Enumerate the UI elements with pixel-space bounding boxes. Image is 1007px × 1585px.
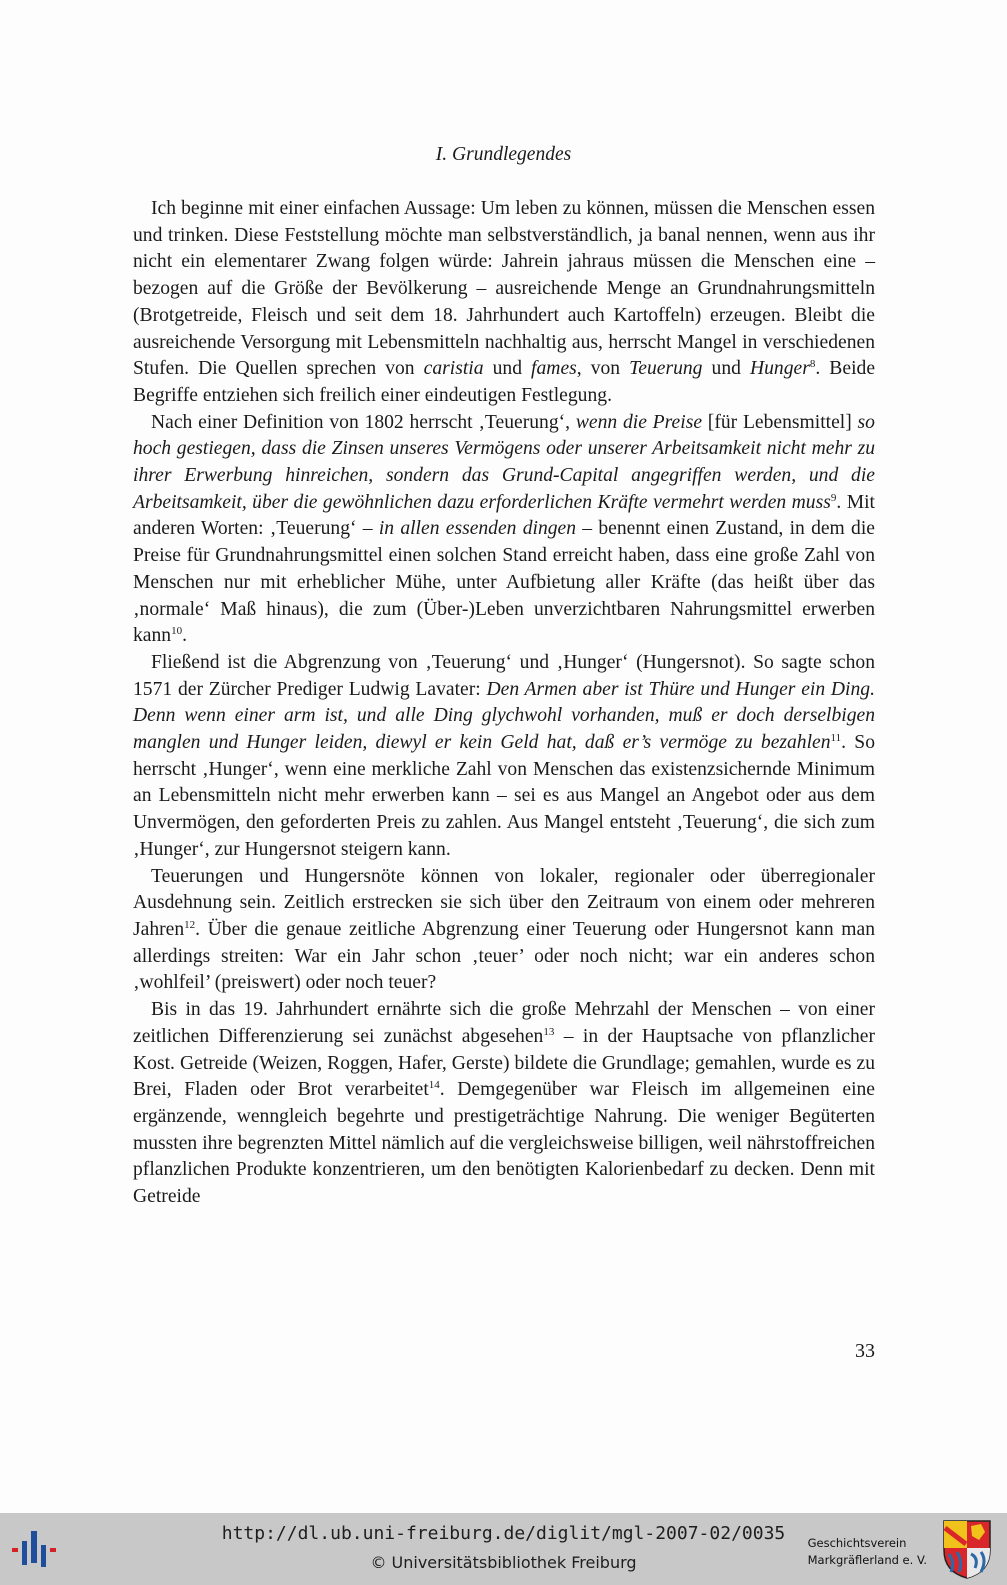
footnote-ref: 8 bbox=[809, 358, 816, 371]
text-run: – benennt einen Zustand, in dem die Preise für Grundnahrungsmittel einen solchen Stand erreicht haben, dass eine große Zahl von Menschen nur mit erheblicher Mühe, unter Aufbietung aller Kräfte (das heißt über das ‚normale‘ Maß hinaus), die zum (Über-)Leben unverzichtbaren Nahrungsmittel erwerben kann bbox=[133, 518, 875, 647]
copyright-notice: © Universitätsbibliothek Freiburg bbox=[370, 1553, 637, 1572]
text-run: – in der Hauptsache von pflanzlicher Kost. Getreide (Weizen, Roggen, Hafer, Gerste) bildete die Grundlage; gemahlen, wurde es zu Brei, Fladen oder Brot verarbeitet bbox=[133, 1025, 876, 1101]
italic-run: Den Armen aber ist Thüre und Hunger ein Ding. Denn wenn einer arm ist, und alle Ding glychwohl vorhanden, muß er doch derselbigen manglen und Hunger leiden, diewyl er kein Geld hat, daß er’s vermöge zu bezahlen bbox=[133, 678, 875, 754]
italic-run: so hoch gestiegen, dass die Zinsen unseres Vermögens oder unserer Arbeitsamkeit nicht mehr zu ihrer Erwerbung hinreichen, sondern das Grund-Capital angegriffen werden, und die Arbeitsamkeit, über die gewöhnlichen dazu erforderlichen Kräfte vermehrt werden muss bbox=[133, 411, 875, 513]
footnote-ref: 10 bbox=[171, 625, 183, 638]
text-run: , von bbox=[576, 358, 630, 380]
italic-run: caristia bbox=[423, 358, 484, 380]
paragraph-2 bbox=[133, 410, 875, 650]
text-run: Fließend ist die Abgrenzung von ‚Teuerung‘ und ‚Hunger‘ (Hungersnot). So sagte schon 1571 der Zürcher Prediger Ludwig Lavater: bbox=[133, 651, 875, 700]
body-text bbox=[133, 196, 875, 1211]
paragraph-1 bbox=[133, 196, 875, 410]
footnote-ref: 9 bbox=[830, 491, 837, 504]
footnote-ref: 11 bbox=[830, 732, 842, 745]
text-run: und bbox=[483, 358, 532, 380]
paragraph-5 bbox=[133, 997, 875, 1211]
italic-run: in allen essenden dingen bbox=[378, 518, 577, 540]
text-run: . Beide Begriffe entziehen sich freilich einer eindeutigen Festlegung. bbox=[133, 358, 876, 406]
text-run: [für Lebensmittel] bbox=[702, 411, 858, 433]
text-run: . Über die genaue zeitliche Abgrenzung einer Teuerung oder Hungersnot kann man allerdings streiten: War ein Jahr schon ‚teuer’ oder noch nicht; war ein anderes schon ‚wohlfeil’ (preiswert) oder noch teuer? bbox=[133, 918, 875, 994]
text-run: . Mit anderen Worten: ‚Teuerung‘ – bbox=[133, 491, 875, 540]
footnote-ref: 13 bbox=[543, 1025, 555, 1038]
text-run: Nach einer Definition von 1802 herrscht ‚Teuerung‘, bbox=[151, 411, 576, 433]
source-url-link[interactable]: http://dl.ub.uni-freiburg.de/diglit/mgl-2007-02/0035 bbox=[221, 1523, 786, 1544]
paragraph-4 bbox=[133, 864, 875, 998]
page-number: 33 bbox=[855, 1340, 875, 1362]
footer-bar bbox=[0, 1513, 1007, 1585]
text-run: und bbox=[702, 358, 750, 380]
coat-of-arms-icon bbox=[941, 1518, 993, 1580]
text-run: . So herrscht ‚Hunger‘, wenn eine merkliche Zahl von Menschen das existenzsichernde Minimum an Lebensmitteln nicht mehr erwerben kann – sei es aus Mangel an Angebot oder aus dem Unvermögen, den geforderten Preis zu zahlen. Aus Mangel entsteht ‚Teuerung‘, die sich zum ‚Hunger‘, zur Hungersnot steigern kann. bbox=[133, 732, 875, 860]
italic-run: fames bbox=[531, 358, 577, 380]
text-run: . Demgegenüber war Fleisch im allgemeinen eine ergänzende, wenngleich begehrte und prestigeträchtige Nahrung. Die weniger Begüterten mussten ihre begrenzten Mittel nämlich auf die vergleichsweise billigen, weil nährstoffreichen pflanzlichen Produkte konzentrieren, um den benötigten Kalorienbedarf zu decken. Denn mit Getreide bbox=[133, 1079, 876, 1208]
italic-run: wenn die Preise bbox=[575, 411, 703, 433]
society-line-1: Geschichtsverein bbox=[807, 1536, 907, 1550]
section-heading: I. Grundlegendes bbox=[435, 144, 572, 165]
italic-run: Teuerung bbox=[629, 358, 703, 380]
italic-run: Hunger bbox=[749, 358, 810, 380]
text-run: Ich beginne mit einer einfachen Aussage: Um leben zu können, müssen die Menschen essen und trinken. Diese Feststellung möchte man selbstverständlich, ja banal nennen, wenn aus ihr nicht ein elementarer Zwang folgen würde: Jahrein jahraus müssen die Menschen eine – bezogen auf die Größe der Bevölkerung – ausreichende Menge an Grundnahrungsmitteln (Brotgetreide, Fleisch und seit dem 18. Jahrhundert auch Kartoffeln) erzeugen. Bleibt die ausreichende Versorgung mit Lebensmitteln nachhaltig aus, herrscht Mangel in verschiedenen Stufen. Die Quellen sprechen von bbox=[133, 198, 875, 380]
society-line-2: Markgräflerland e. V. bbox=[807, 1553, 927, 1567]
footnote-ref: 14 bbox=[428, 1079, 440, 1092]
footnote-ref: 12 bbox=[184, 918, 196, 931]
text-run: Teuerungen und Hungersnöte können von lokaler, regionaler oder überregionaler Ausdehnung sein. Zeitlich erstrecken sie sich über den Zeitraum von einem oder mehreren Jahren bbox=[133, 865, 875, 940]
society-name bbox=[808, 1535, 927, 1569]
paragraph-3 bbox=[133, 650, 875, 864]
text-run: . bbox=[182, 625, 187, 647]
text-run: Bis in das 19. Jahrhundert ernährte sich die große Mehrzahl der Menschen – von einer zeitlichen Differenzierung sei zunächst abgesehen bbox=[133, 999, 875, 1047]
